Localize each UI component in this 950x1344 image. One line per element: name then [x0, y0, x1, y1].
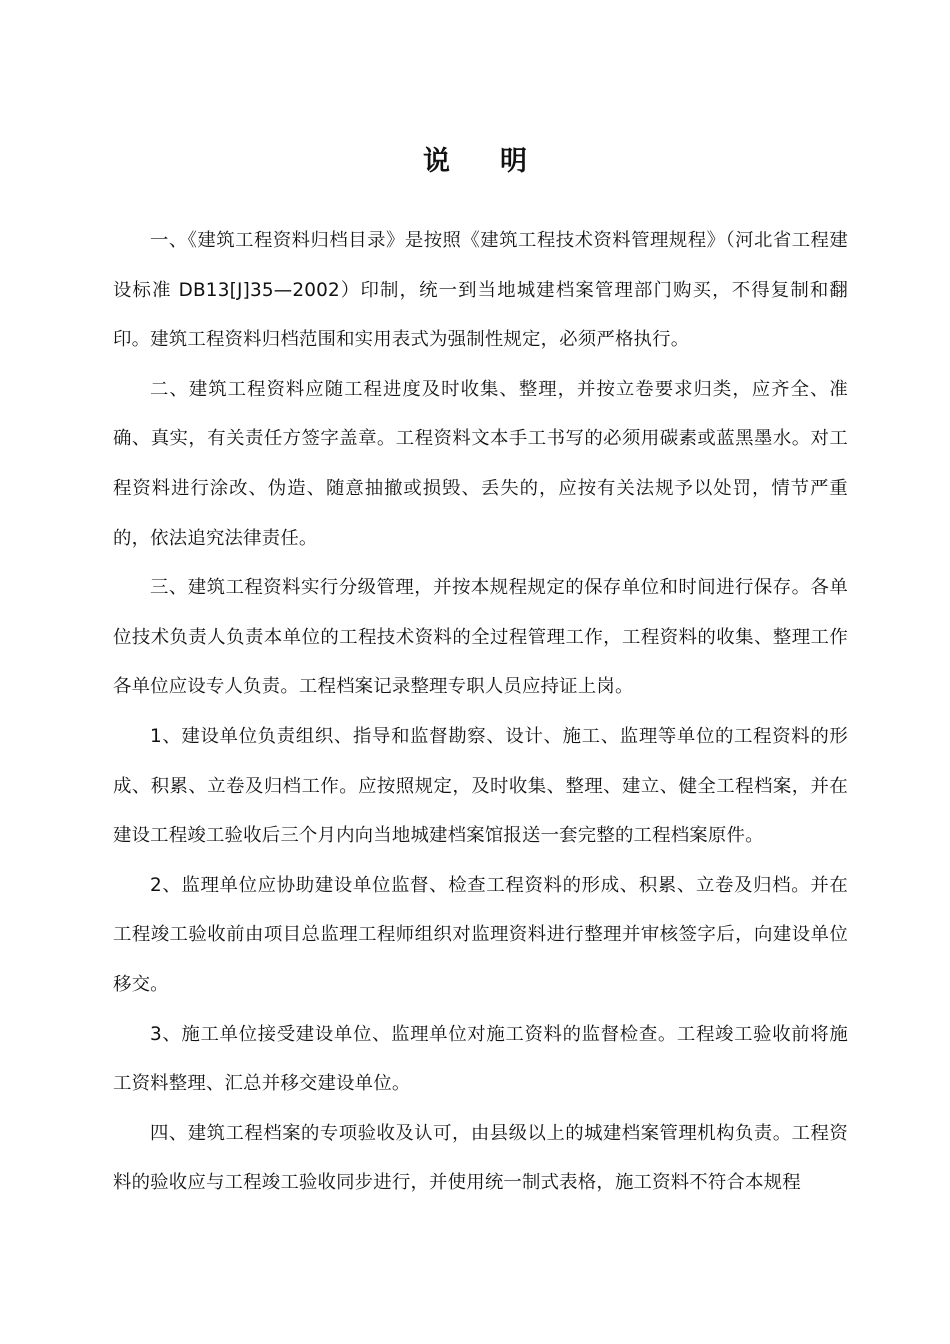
- paragraph-4: 四、建筑工程档案的专项验收及认可，由县级以上的城建档案管理机构负责。工程资料的验收应与工程竣工验收同步进行，并使用统一制式表格，施工资料不符合本规程: [113, 1122, 848, 1194]
- paragraph-3: 三、建筑工程资料实行分级管理，并按本规程规定的保存单位和时间进行保存。各单位技术负责人负责本单位的工程技术资料的全过程管理工作，工程资料的收集、整理工作各单位应设专人负责。工程档案记录整理专职人员应持证上岗。: [113, 577, 848, 698]
- document-title: 说明: [423, 146, 577, 177]
- paragraph-3-item-2: 2、监理单位应协助建设单位监督、检查工程资料的形成、积累、立卷及归档。并在工程竣工验收前由项目总监理工程师组织对监理资料进行整理并审核签字后，向建设单位移交。: [113, 874, 848, 995]
- document-body: [113, 216, 848, 1208]
- paragraph-3-item-3: 3、施工单位接受建设单位、监理单位对施工资料的监督检查。工程竣工验收前将施工资料整理、汇总并移交建设单位。: [113, 1023, 848, 1095]
- paragraph-1: 一、《建筑工程资料归档目录》是按照《建筑工程技术资料管理规程》（河北省工程建设标准 DB13[J]35—2002）印制，统一到当地城建档案管理部门购买，不得复制和翻印。建筑工程资料归档范围和实用表式为强制性规定，必须严格执行。: [113, 230, 848, 351]
- paragraph-2: 二、建筑工程资料应随工程进度及时收集、整理，并按立卷要求归类，应齐全、准确、真实，有关责任方签字盖章。工程资料文本手工书写的必须用碳素或蓝黑墨水。对工程资料进行涂改、伪造、随意抽撤或损毁、丢失的，应按有关法规予以处罚，情节严重的，依法追究法律责任。: [113, 378, 848, 549]
- paragraph-3-item-1: 1、建设单位负责组织、指导和监督勘察、设计、施工、监理等单位的工程资料的形成、积累、立卷及归档工作。应按照规定，及时收集、整理、建立、健全工程档案，并在建设工程竣工验收后三个月内向当地城建档案馆报送一套完整的工程档案原件。: [113, 725, 848, 847]
